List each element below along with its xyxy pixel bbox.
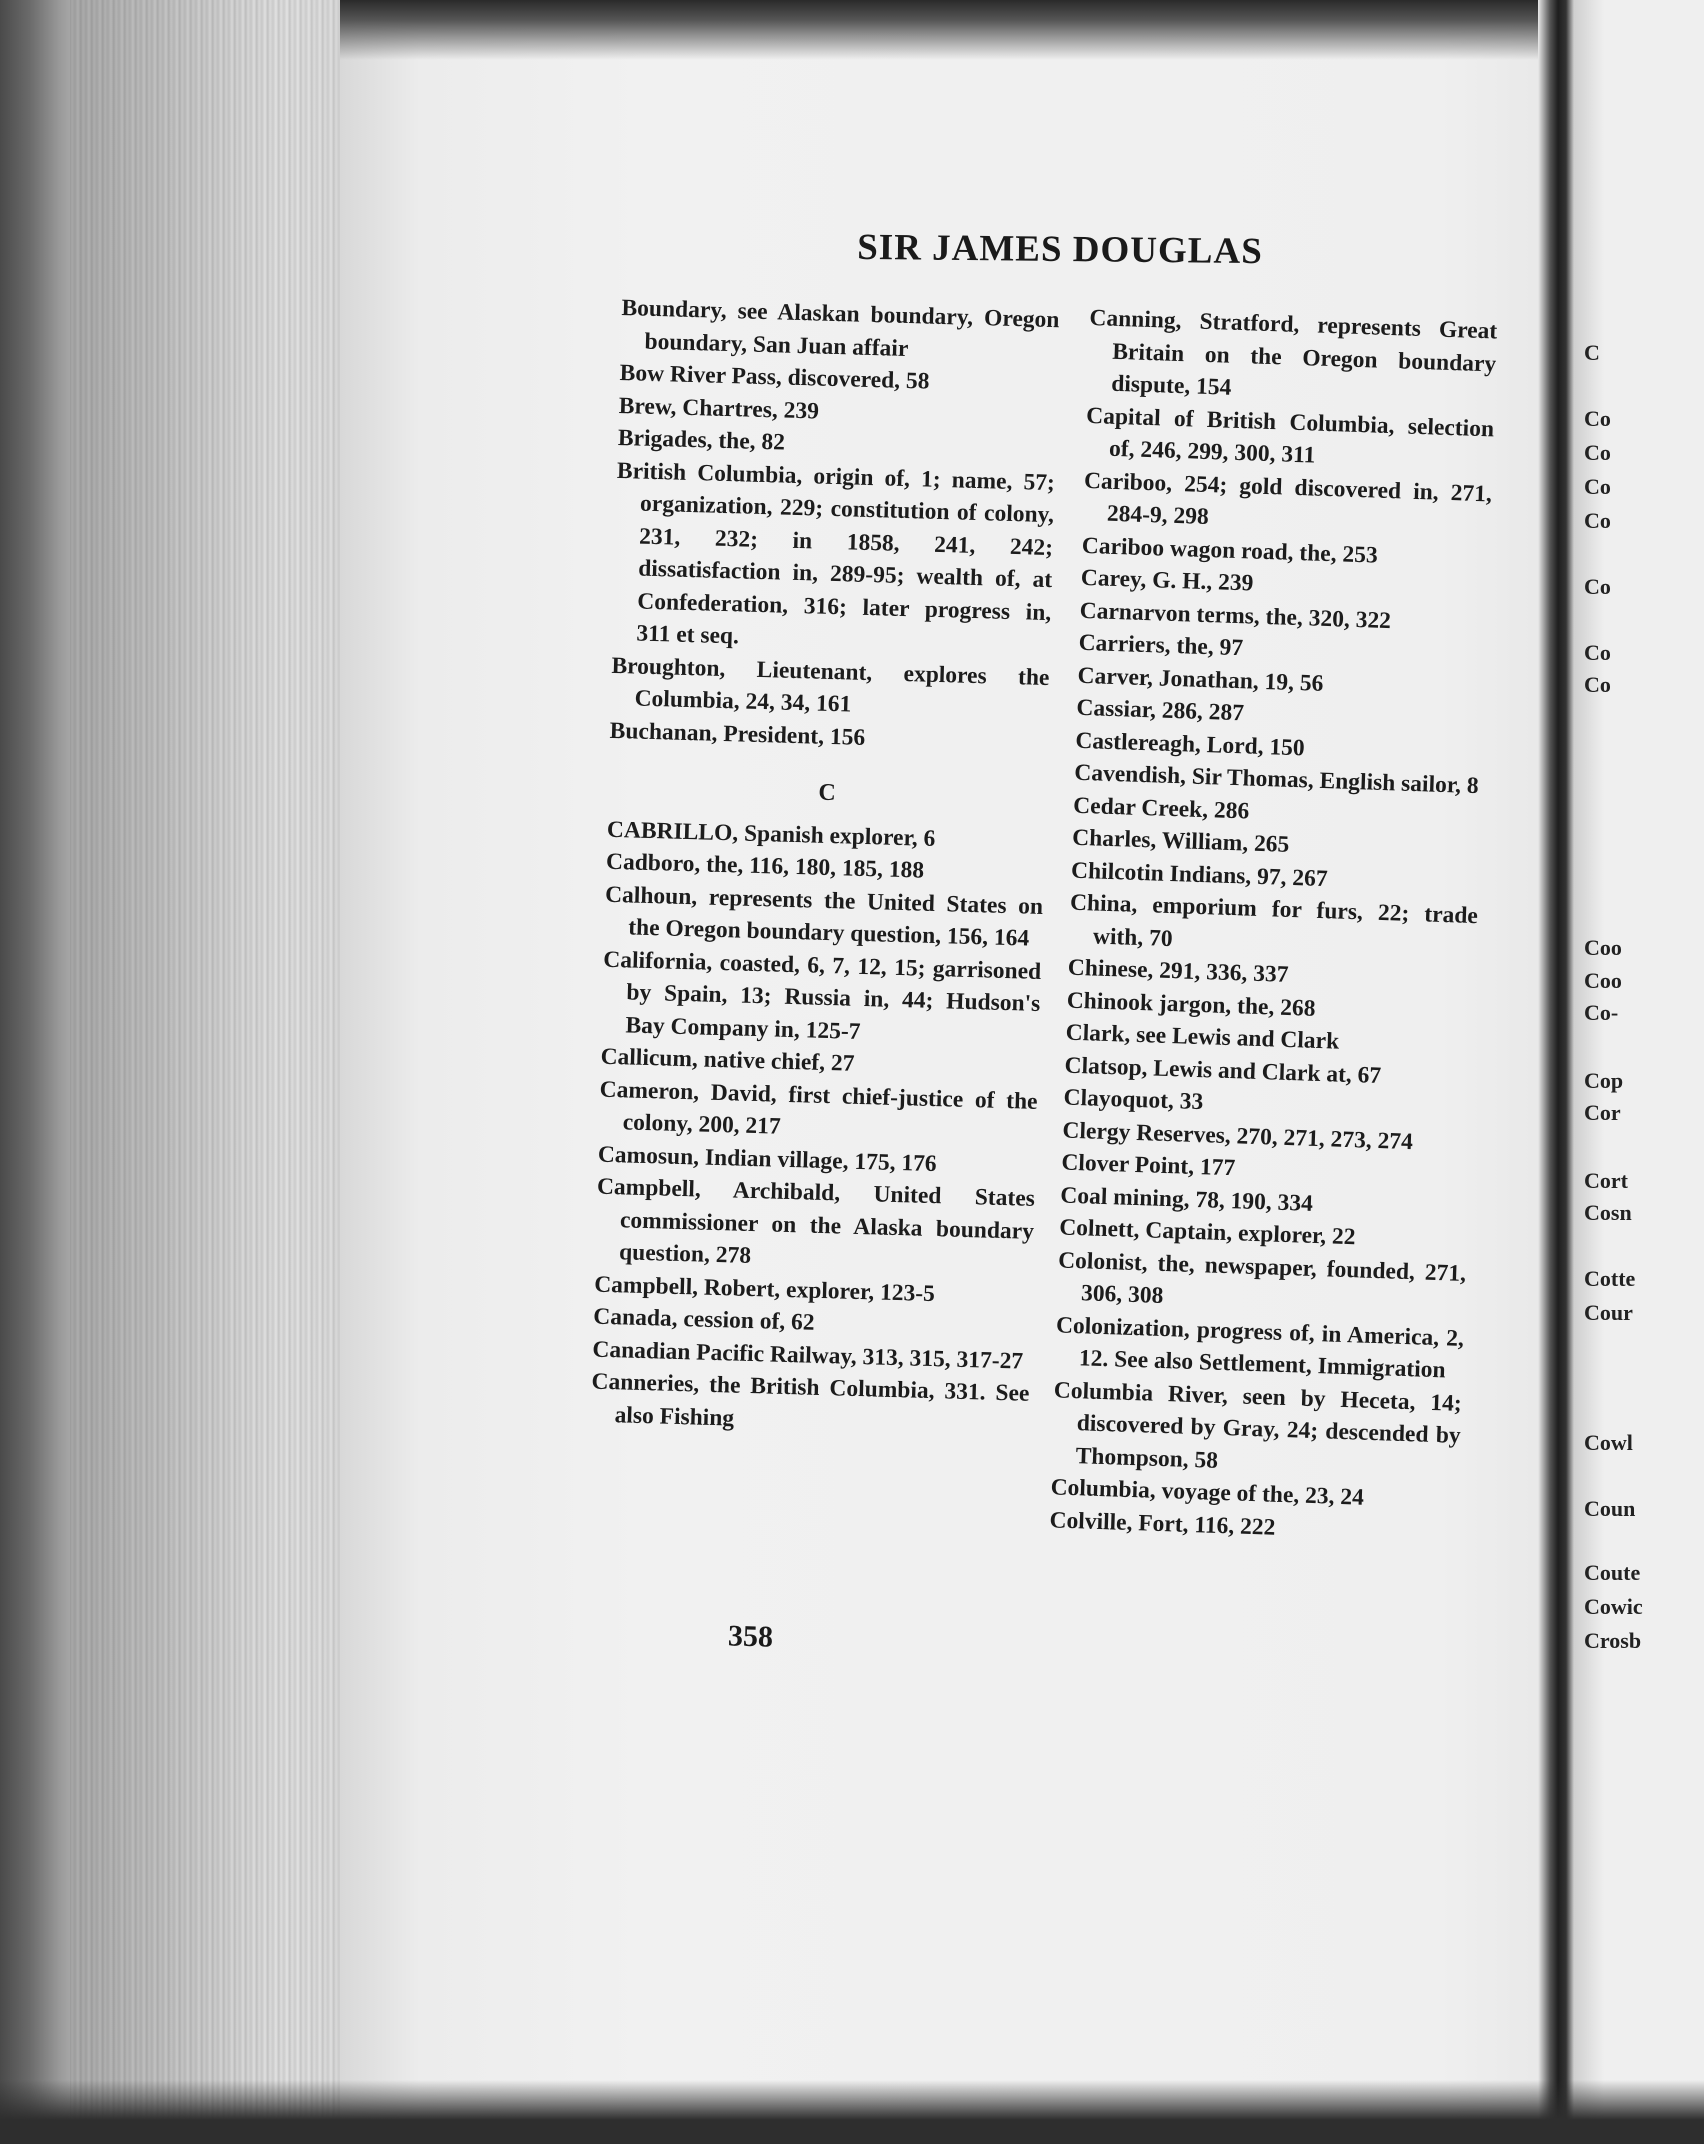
- running-header: SIR JAMES DOUGLAS: [856, 226, 1263, 273]
- index-entry: Brew, Chartres, 239: [618, 392, 820, 425]
- index-entry: Columbia, voyage of the, 23, 24: [1050, 1474, 1365, 1511]
- index-entry: Cassiar, 286, 287: [1076, 694, 1245, 727]
- index-entry: Broughton, Lieutenant, explores the Columbia, 24, 34, 161: [611, 652, 1050, 718]
- index-entry: Capital of British Columbia, selection of, 246, 299, 300, 311: [1085, 402, 1495, 469]
- index-entry: Carriers, the, 97: [1078, 629, 1244, 662]
- index-entry: Colonization, progress of, in America, 2, 12. See also Settlement, Immigration: [1055, 1311, 1465, 1384]
- facing-page-text: Co: [1584, 672, 1611, 697]
- index-entry: Clatsop, Lewis and Clark at, 67: [1064, 1052, 1382, 1089]
- index-entry: China, emporium for furs, 22; trade with, 70: [1069, 889, 1479, 952]
- section-letter: C: [818, 779, 837, 807]
- facing-page-text: Co: [1584, 440, 1611, 465]
- index-entry: Clark, see Lewis and Clark: [1065, 1019, 1340, 1055]
- index-entry: Camosun, Indian village, 175, 176: [597, 1141, 938, 1177]
- facing-page-text: Co: [1584, 406, 1611, 431]
- facing-page-text: Cowic: [1584, 1594, 1643, 1619]
- index-entry: Columbia River, seen by Heceta, 14; discovered by Gray, 24; descended by Thompson, 58: [1053, 1376, 1463, 1474]
- index-column-right: [1049, 302, 1498, 1550]
- facing-page-text: Coute: [1584, 1560, 1641, 1585]
- facing-page-text: Cour: [1584, 1300, 1633, 1325]
- facing-page-text: Cotte: [1584, 1266, 1636, 1291]
- book-page-edges: [70, 0, 370, 2144]
- index-entry: Colville, Fort, 116, 222: [1049, 1506, 1276, 1541]
- facing-page-text: Coo: [1584, 968, 1622, 993]
- index-entries-right: [1049, 302, 1498, 1550]
- facing-page-text: Crosb: [1584, 1628, 1642, 1653]
- index-entry: British Columbia, origin of, 1; name, 57; organization, 229; constitution of colony, 231, 232; in 1858, 241, 242; dissatisfaction in, 289-95; wealth of, at Confederation, 316; later progress in, 311 et seq.: [616, 457, 1056, 650]
- index-entry: Campbell, Archibald, United States commissioner on the Alaska boundary question, 278: [596, 1173, 1036, 1269]
- index-entry: Charles, William, 265: [1071, 824, 1290, 858]
- index-entry: Callicum, native chief, 27: [600, 1043, 855, 1077]
- index-entry: Chinook jargon, the, 268: [1066, 987, 1316, 1022]
- index-entry: Castlereagh, Lord, 150: [1075, 727, 1306, 761]
- index-entry: California, coasted, 6, 7, 12, 15; garrisoned by Spain, 13; Russia in, 44; Hudson's Bay Company in, 125-7: [602, 946, 1042, 1045]
- facing-page-text: Cor: [1584, 1100, 1621, 1125]
- index-entry: Canadian Pacific Railway, 313, 315, 317-27: [592, 1336, 1024, 1375]
- facing-page-text: Coun: [1584, 1496, 1636, 1521]
- index-entry: Bow River Pass, discovered, 58: [619, 359, 930, 395]
- index-entry: Canneries, the British Columbia, 331. See also Fishing: [591, 1368, 1030, 1432]
- index-entry: Cadboro, the, 116, 180, 185, 188: [605, 848, 925, 884]
- index-entries-c: [590, 813, 1045, 1442]
- facing-page-text: Co: [1584, 508, 1611, 533]
- index-entry: CABRILLO, Spanish explorer, 6: [606, 816, 936, 852]
- index-entry: Cavendish, Sir Thomas, English sailor, 8: [1073, 759, 1480, 800]
- facing-page-text: Co: [1584, 640, 1611, 665]
- top-shadow: [340, 0, 1704, 60]
- index-entry: Buchanan, President, 156: [609, 717, 866, 751]
- index-column-left: [590, 292, 1060, 1443]
- facing-page-text: Co-: [1584, 1000, 1619, 1025]
- index-entry: Campbell, Robert, explorer, 123-5: [593, 1271, 936, 1307]
- index-entry: Clergy Reserves, 270, 271, 273, 274: [1062, 1117, 1414, 1155]
- index-entry: Colonist, the, newspaper, founded, 271, 306, 308: [1057, 1246, 1467, 1309]
- facing-page-fragment: [1574, 0, 1704, 2144]
- index-entry: Carey, G. H., 239: [1080, 564, 1254, 597]
- index-entry: Canada, cession of, 62: [593, 1303, 815, 1336]
- index-entry: Carver, Jonathan, 19, 56: [1077, 662, 1324, 697]
- index-entry: Cedar Creek, 286: [1072, 792, 1250, 825]
- facing-page-text: Cort: [1584, 1168, 1628, 1193]
- index-entry: Cariboo wagon road, the, 253: [1081, 532, 1379, 569]
- bottom-shadow: [0, 2080, 1704, 2144]
- index-entry: Canning, Stratford, represents Great Britain on the Oregon boundary dispute, 154: [1089, 304, 1498, 401]
- index-entry: Clayoquot, 33: [1063, 1084, 1204, 1116]
- facing-page-text: Co: [1584, 474, 1611, 499]
- index-entry: Chilcotin Indians, 97, 267: [1070, 857, 1329, 892]
- facing-page-text: Cowl: [1584, 1430, 1633, 1455]
- book-gutter: [1538, 0, 1574, 2144]
- index-entry: Coal mining, 78, 190, 334: [1059, 1182, 1314, 1217]
- index-entry: Chinese, 291, 336, 337: [1067, 954, 1289, 988]
- index-entry: Clover Point, 177: [1061, 1149, 1236, 1182]
- facing-page-text: Coo: [1584, 935, 1622, 960]
- index-entry: Brigades, the, 82: [617, 424, 786, 456]
- facing-page-text: Cop: [1584, 1068, 1624, 1093]
- facing-page-text: C: [1584, 340, 1600, 365]
- index-entry: Colnett, Captain, explorer, 22: [1058, 1214, 1356, 1251]
- facing-page-text: Cosn: [1584, 1200, 1632, 1225]
- index-entry: Cariboo, 254; gold discovered in, 271, 284-9, 298: [1083, 467, 1493, 531]
- page-number: 358: [727, 1619, 774, 1654]
- index-entry: Cameron, David, first chief-justice of the colony, 200, 217: [599, 1076, 1038, 1140]
- index-entry: Boundary, see Alaskan boundary, Oregon boundary, San Juan affair: [621, 294, 1060, 362]
- index-entry: Carnarvon terms, the, 320, 322: [1079, 597, 1392, 634]
- facing-page-text: Co: [1584, 574, 1611, 599]
- index-entries-b: [609, 292, 1060, 759]
- index-entry: Calhoun, represents the United States on the Oregon boundary question, 156, 164: [604, 881, 1044, 952]
